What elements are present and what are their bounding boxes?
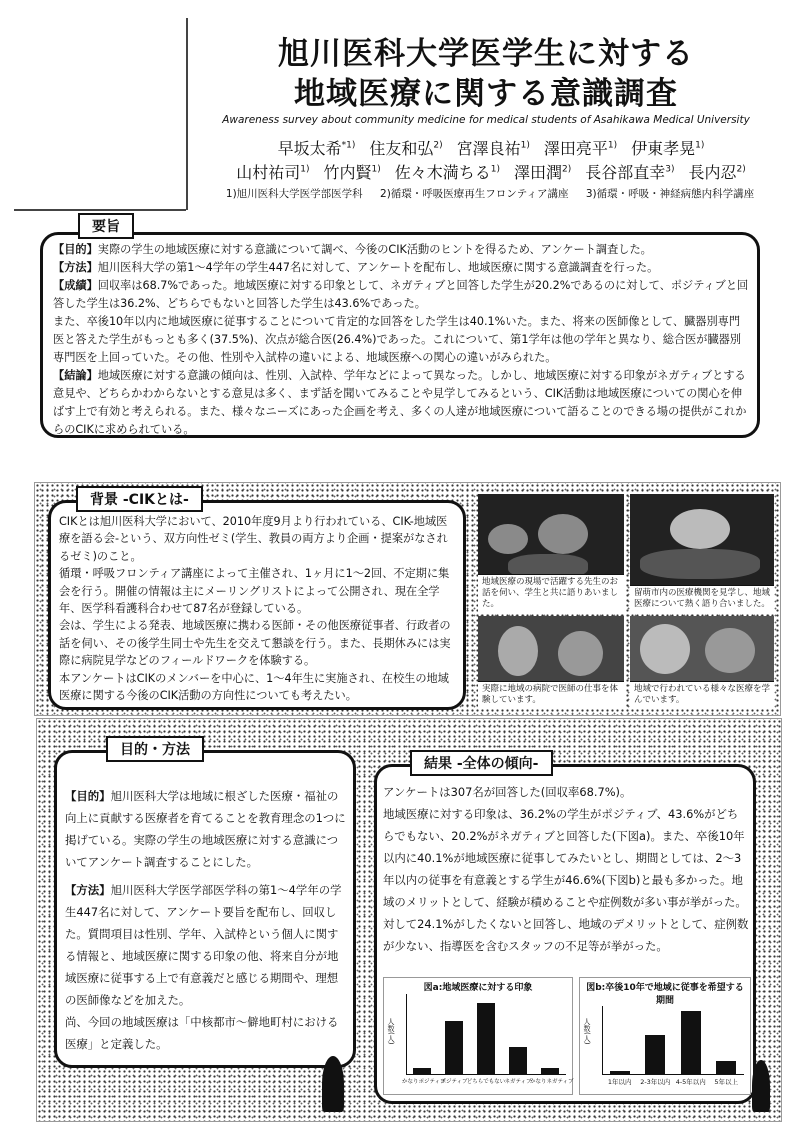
results-line: 地域医療に対する印象は、36.2%の学生がポジティブ、43.6%がどちらでもない、20.2%がネガティブと回答した(下図a)。また、卒後10年以内に40.1%が地域医療に従事してみたいとし、期間としては、2〜3年以内の従事を有意義とする学生が46.6%(下図b)と最も多かった。地域のメリットとして、経験が積めることや症例数が多い事が挙がった。対して24.1%がしたくないと回答し、地域のデメリットとして、症例数が少ない、指導医を含むスタッフの不足等が挙がった。: [383, 807, 749, 953]
photo-meeting-2: [630, 494, 774, 612]
affiliation: 3)循環・呼吸・神経病態内科学講座: [585, 188, 755, 200]
methods-method: 旭川医科大学医学部医学科の第1〜4学年の学生447名に対して、アンケート要旨を配布し、回収した。質問項目は性別、学年、入試枠という個人に関する情報と、地域医療に関する印象の他、将来自分が地域医療に従事する上で有意義だと感じる期間や、理想の医師像などを加えた。: [65, 883, 342, 1007]
abstract-result-2: また、卒後10年以内に地域医療に従事することについて肯定的な回答をした学生は40.1%いた。また、将来の医師像として、臓器別専門医と答えた学生がもっとも多く(37.5%)、次点が総合医(26.4%)であった。これについて、第1学年は他の学年と異なり、総合医が臓器別専門医を上回っていた。その他、性別や入試枠の違いによる、地域医療への関心の違いがみられた。: [53, 315, 742, 364]
affiliations: [190, 186, 790, 201]
authors-line1: [196, 136, 786, 159]
x-tick-label: どちらでもない: [466, 1079, 506, 1085]
methods-text: [65, 785, 349, 1055]
chart-bar: [681, 1011, 701, 1074]
affiliation: 1)旭川医科大学医学部医学科: [225, 188, 363, 200]
abstract-box: [40, 232, 760, 438]
photo-caption: 留萌市内の医療機関を見学し、地域医療について熱く語り合いました。: [630, 585, 774, 612]
abstract-conclusion-label: 【結論】: [53, 369, 98, 382]
abstract-conclusion: 地域医療に対する意識の傾向は、性別、入試枠、学年などによって異なった。しかし、地域医療に対する印象がネガティブとする意見や、どちらかわからないとする意見は多く、まず話を聞いてみることや見学してみるという、CIK活動は地域医療についての関心を伸ばす上で有効と考えられる。また、様々なニーズにあった企画を考え、多くの人達が地域医療について語ることのできる場の提供がこれからのCIKに求められている。: [53, 369, 747, 436]
header-divider-horizontal: [14, 209, 186, 211]
chart-a-title: 図a:地域医療に対する印象: [423, 983, 533, 993]
methods-purpose-label: 【目的】: [65, 789, 111, 803]
author-affiliation-mark: 2): [736, 164, 746, 175]
header-divider-vertical: [186, 18, 188, 210]
poster-title-line1: 旭川医科大学医学生に対する: [278, 36, 694, 72]
author-name: 長内忍$^{2)}$: [688, 163, 746, 182]
chart-bar: [509, 1047, 527, 1074]
x-tick-label: 1年以内: [607, 1078, 632, 1086]
photo-caption: 実際に地域の病院で医師の仕事を体験しています。: [478, 681, 624, 708]
photo-meeting-1: [478, 494, 624, 612]
methods-method-label: 【方法】: [65, 883, 111, 897]
authors-line2: [196, 160, 786, 183]
chart-a-ylabel: 人数(人): [387, 1018, 395, 1045]
photo-caption: 地域医療の現場で活躍する先生のお話を伺い、学生と共に語りあいました。: [478, 574, 624, 612]
background-paragraph: 会は、学生による発表、地域医療に携わる医師・その他医療従事者、行政者の話を伺い、その後学生同士や先生を交えて懇談を行う。また、長期休みには実際に病院見学などのフィールドワークを体験する。: [59, 619, 451, 668]
x-tick-label: 4-5年以内: [675, 1078, 706, 1086]
chart-bar: [445, 1021, 463, 1074]
x-axis: [406, 1074, 566, 1075]
penguin-mascot-left: [322, 1056, 344, 1112]
author-affiliation-mark: 1): [490, 164, 500, 175]
x-axis: [602, 1074, 744, 1075]
methods-tag: 目的・方法: [106, 736, 204, 762]
author-name: 早坂太希$^{*1)}$: [277, 139, 356, 158]
author-affiliation-mark: 1): [371, 164, 381, 175]
y-axis: [602, 1006, 603, 1074]
background-tag: 背景 -CIKとは-: [76, 486, 203, 512]
chart-a: [383, 977, 573, 1095]
author-name: 住友和弘$^{2)}$: [369, 139, 443, 158]
author-name: 山村祐司$^{1)}$: [236, 163, 310, 182]
author-affiliation-mark: 2): [433, 140, 443, 151]
chart-a-plot: [402, 994, 574, 1085]
methods-purpose: 旭川医科大学は地域に根ざした医療・福祉の向上に貢献する医療者を育てることを教育理念の1つに掲げている。実際の学生の地域医療に対する意識についてアンケート調査することにした。: [65, 789, 346, 869]
x-tick-label: ネガティブ: [504, 1079, 532, 1085]
abstract-result: 回収率は68.7%であった。地域医療に対する印象として、ネガティブと回答した学生が20.2%であるのに対して、ポジティブと回答した学生は36.2%、どちらでもないと回答した学生は43.6%であった。: [53, 279, 749, 310]
photo-fieldwork-1: [478, 616, 624, 708]
results-text: [383, 781, 749, 957]
background-paragraph: CIKとは旭川医科大学において、2010年度9月より行われている、CIK-地域医療を語る会-という、双方向性ゼミ(学生、教員の両方より企画・提案がなされるゼミ)のこと。: [59, 515, 448, 563]
author-affiliation-mark: 3): [665, 164, 675, 175]
abstract-method-label: 【方法】: [53, 261, 98, 274]
author-affiliation-mark: 1): [300, 164, 310, 175]
chart-bar: [645, 1035, 665, 1074]
x-tick-label: 2-3年以内: [640, 1078, 671, 1086]
abstract-result-label: 【成績】: [53, 279, 98, 292]
chart-b-ylabel: 人数(人): [583, 1018, 591, 1045]
author-affiliation-mark: 2): [562, 164, 572, 175]
author-affiliation-mark: 1): [695, 140, 705, 151]
photo-fieldwork-2: [630, 616, 774, 708]
author-affiliation-mark: 1): [607, 140, 618, 151]
author-name: 佐々木満ちる$^{1)}$: [394, 163, 500, 182]
author-affiliation-mark: *1): [341, 140, 356, 151]
affiliation: 2)循環・呼吸医療再生フロンティア講座: [380, 188, 569, 200]
methods-box: [54, 750, 356, 1068]
x-tick-label: ポジティブ: [440, 1079, 468, 1085]
results-box: [374, 764, 756, 1104]
chart-b-plot: [602, 1006, 744, 1086]
author-affiliation-mark: 1): [520, 140, 530, 151]
results-tag: 結果 -全体の傾向-: [410, 750, 553, 776]
chart-bar: [477, 1003, 495, 1074]
results-line: アンケートは307名が回答した(回収率68.7%)。: [383, 785, 632, 799]
chart-bar: [413, 1068, 431, 1074]
chart-bar: [610, 1071, 630, 1074]
x-tick-label: 5年以上: [714, 1078, 739, 1086]
background-text: [59, 513, 457, 704]
x-tick-label: かなりネガティブ: [530, 1079, 574, 1085]
author-name: 宮澤良祐$^{1)}$: [456, 139, 530, 158]
abstract-purpose-label: 【目的】: [53, 243, 98, 256]
poster-title-line2: 地域医療に関する意識調査: [294, 76, 678, 112]
author-name: 澤田亮平$^{1)}$: [543, 139, 618, 158]
background-box: [48, 500, 466, 710]
abstract-text: [53, 241, 749, 439]
author-name: 澤田潤$^{2)}$: [514, 163, 572, 182]
chart-b: [579, 977, 751, 1095]
abstract-method: 旭川医科大学の第1〜4学年の学生447名に対して、アンケートを配布し、地域医療に関する意識調査を行った。: [97, 261, 659, 274]
abstract-purpose: 実際の学生の地域医療に対する意識について調べ、今後のCIK活動のヒントを得るため、アンケート調査した。: [97, 243, 652, 256]
chart-bar: [541, 1068, 559, 1074]
chart-bar: [716, 1061, 736, 1074]
poster-subtitle: Awareness survey about community medicine for medical students of Asahikawa Medical University: [222, 114, 750, 126]
x-tick-label: かなりポジティブ: [402, 1079, 446, 1085]
background-paragraph: 本アンケートはCIKのメンバーを中心に、1〜4年生に実施され、在校生の地域医療に関する今後のCIK活動の方向性についても考えたい。: [59, 671, 449, 703]
penguin-mascot-right: [752, 1060, 770, 1112]
photo-caption: 地域で行われている様々な医療を学んでいます。: [630, 681, 774, 708]
background-paragraph: 循環・呼吸フロンティア講座によって主催され、1ヶ月に1〜2回、不定期に集会を行う。開催の情報は主にメーリングリストによって公開され、現在全学年、医学科看護科合わせて87名が登録している。: [59, 567, 450, 616]
abstract-tag: 要旨: [78, 213, 134, 239]
y-axis: [406, 994, 407, 1074]
author-name: 長谷部直幸$^{3)}$: [585, 163, 675, 182]
author-name: 竹内賢$^{1)}$: [323, 163, 381, 182]
methods-note: 尚、今回の地域医療は「中核都市〜僻地町村における医療」と定義した。: [65, 1015, 339, 1051]
author-name: 伊東孝晃$^{1)}$: [631, 139, 705, 158]
chart-b-title: 図b:卒後10年で地域に従事を希望する期間: [586, 983, 744, 1006]
